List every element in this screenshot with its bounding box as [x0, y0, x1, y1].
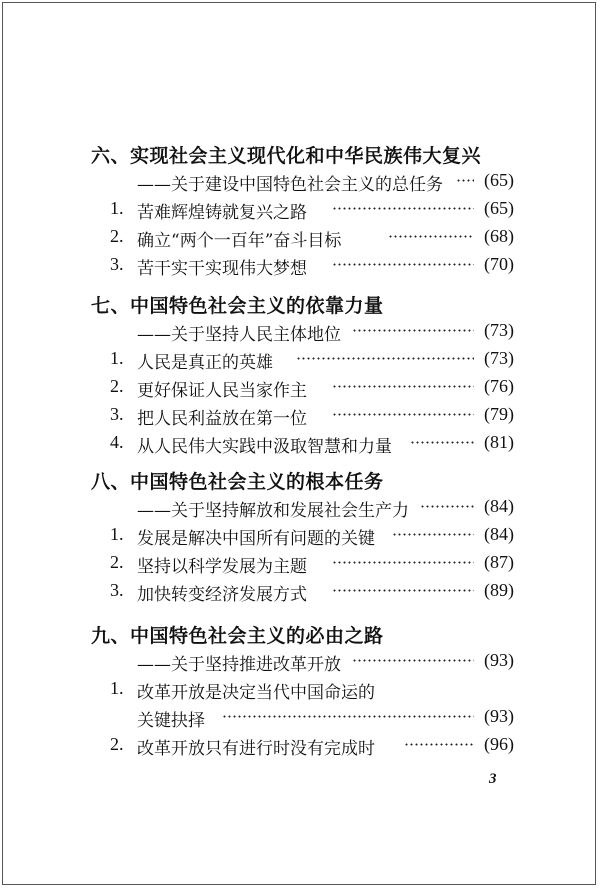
toc-entry[interactable] [0, 376, 600, 400]
section-title[interactable]: 七、中国特色社会主义的依靠力量 [91, 295, 384, 317]
page-number: 3 [489, 771, 497, 787]
entry-title: 改革开放只有进行时没有完成时 [137, 739, 375, 759]
entry-title-line2: 关键抉择 [137, 711, 205, 731]
toc-entry[interactable] [0, 198, 600, 222]
dot-leader [332, 385, 474, 388]
entry-number: 3. [110, 404, 124, 424]
entry-title: 人民是真正的英雄 [137, 353, 273, 373]
toc-entry[interactable] [0, 432, 600, 456]
dot-leader [410, 441, 474, 444]
page-ref: (73) [484, 348, 514, 368]
page-ref: (76) [484, 376, 514, 396]
dot-leader [404, 743, 474, 746]
toc-entry[interactable] [0, 552, 600, 576]
dot-leader [392, 533, 474, 536]
page-ref: (70) [484, 254, 514, 274]
entry-title: 苦干实干实现伟大梦想 [137, 259, 307, 279]
entry-title: 苦难辉煌铸就复兴之路 [137, 203, 307, 223]
entry-title: 把人民利益放在第一位 [137, 409, 307, 429]
dot-leader [388, 235, 474, 238]
section-subtitle: ——关于坚持解放和发展社会生产力 [137, 501, 409, 521]
page-ref: (96) [484, 734, 514, 754]
entry-title: 发展是解决中国所有问题的关键 [137, 529, 375, 549]
section-title[interactable]: 八、中国特色社会主义的根本任务 [91, 471, 384, 493]
entry-number: 4. [110, 432, 124, 452]
entry-number: 2. [110, 552, 124, 572]
page-ref: (84) [484, 496, 514, 516]
entry-number: 1. [110, 348, 124, 368]
section-subtitle: ——关于坚持人民主体地位 [137, 325, 341, 345]
section-subtitle: ——关于坚持推进改革开放 [137, 655, 341, 675]
toc-entry[interactable] [0, 404, 600, 428]
entry-number: 2. [110, 226, 124, 246]
page-ref: (65) [484, 198, 514, 218]
dot-leader [420, 505, 474, 508]
entry-title: 坚持以科学发展为主题 [137, 557, 307, 577]
dot-leader [332, 263, 474, 266]
entry-title: 更好保证人民当家作主 [137, 381, 307, 401]
entry-number: 3. [110, 254, 124, 274]
section-subtitle-line[interactable] [0, 170, 600, 194]
page-ref: (81) [484, 432, 514, 452]
page-ref: (93) [484, 706, 514, 726]
section-title[interactable]: 六、实现社会主义现代化和中华民族伟大复兴 [91, 145, 482, 167]
page-ref: (73) [484, 320, 514, 340]
section-subtitle-line[interactable] [0, 650, 600, 674]
entry-number: 1. [110, 198, 124, 218]
section-subtitle: ——关于建设中国特色社会主义的总任务 [137, 175, 443, 195]
page-ref: (68) [484, 226, 514, 246]
dot-leader [352, 329, 474, 332]
entry-title: 确立“两个一百年”奋斗目标 [137, 231, 342, 251]
entry-number: 2. [110, 376, 124, 396]
entry-number: 1. [110, 524, 124, 544]
dot-leader [456, 179, 474, 182]
toc-entry[interactable] [0, 678, 600, 702]
page-ref: (89) [484, 580, 514, 600]
toc-entry-continuation[interactable] [0, 706, 600, 730]
toc-entry[interactable] [0, 734, 600, 758]
page-ref: (93) [484, 650, 514, 670]
toc-entry[interactable] [0, 524, 600, 548]
toc-entry[interactable] [0, 348, 600, 372]
toc-entry[interactable] [0, 254, 600, 278]
dot-leader [296, 357, 474, 360]
entry-number: 1. [110, 678, 124, 698]
dot-leader [332, 413, 474, 416]
page-ref: (65) [484, 170, 514, 190]
toc-entry[interactable] [0, 580, 600, 604]
dot-leader [222, 715, 474, 718]
dot-leader [332, 589, 474, 592]
section-title[interactable]: 九、中国特色社会主义的必由之路 [91, 625, 384, 647]
section-subtitle-line[interactable] [0, 496, 600, 520]
dot-leader [352, 659, 474, 662]
entry-number: 3. [110, 580, 124, 600]
entry-title: 从人民伟大实践中汲取智慧和力量 [137, 437, 392, 457]
page-ref: (84) [484, 524, 514, 544]
page-ref: (79) [484, 404, 514, 424]
entry-title: 改革开放是决定当代中国命运的 [137, 683, 375, 703]
toc-entry[interactable] [0, 226, 600, 250]
entry-number: 2. [110, 734, 124, 754]
entry-title: 加快转变经济发展方式 [137, 585, 307, 605]
dot-leader [332, 207, 474, 210]
dot-leader [332, 561, 474, 564]
section-subtitle-line[interactable] [0, 320, 600, 344]
page-ref: (87) [484, 552, 514, 572]
